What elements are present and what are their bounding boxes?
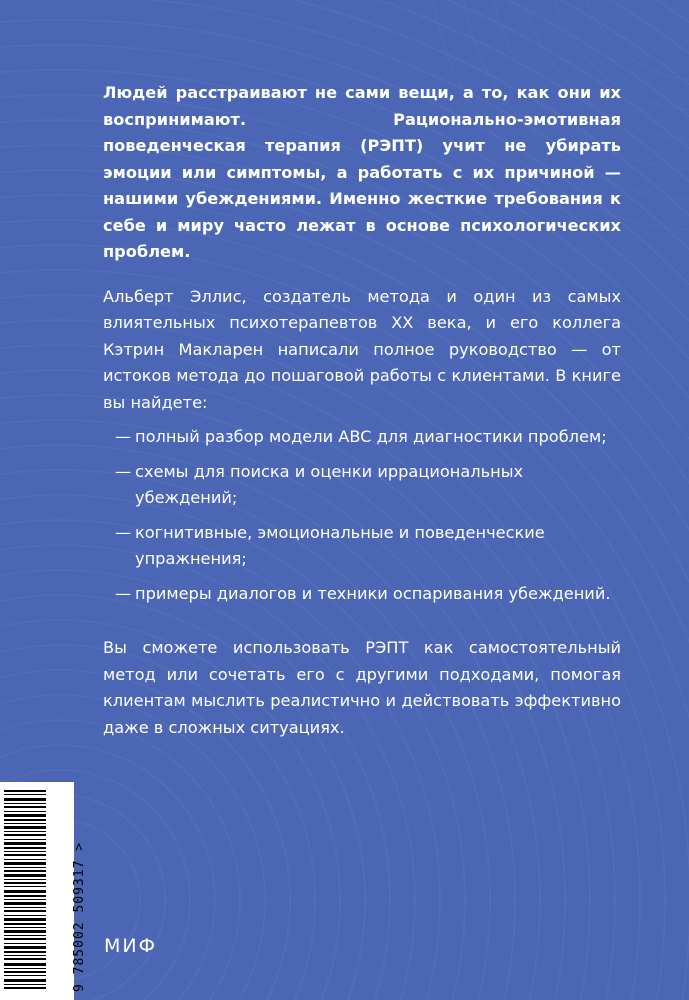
dash-bullet: — [115, 461, 132, 481]
description-paragraph: Альберт Эллис, создатель метода и один из самых влиятельных психотерапевтов XX века, и его коллега Кэтрин Макларен написали полное руководство — от истоков метода до пошаговой работы с клиентами. В книге вы найдете: [103, 286, 621, 412]
contents-list [103, 424, 621, 607]
barcode-bars [0, 782, 46, 1000]
list-item-text: примеры диалогов и техники оспаривания убеждений. [135, 583, 611, 603]
publisher-logo: МИФ [104, 935, 157, 957]
list-item [103, 459, 621, 512]
list-item [103, 581, 621, 608]
list-item-text: когнитивные, эмоциональные и поведенческие упражнения; [135, 522, 545, 568]
list-item-text: схемы для поиска и оценки иррациональных убеждений; [135, 461, 524, 507]
isbn-number: 9 785002 509317 > [72, 841, 87, 992]
dash-bullet: — [115, 583, 132, 603]
list-item [103, 424, 621, 451]
lead-paragraph: Людей расстраивают не сами вещи, а то, как они их воспринимают. Рационально-эмотивная поведенческая терапия (РЭПТ) учит не убирать эмоции или симптомы, а работать с их причиной — нашими убеждениями. Именно жесткие требования к себе и миру часто лежат в основе психологических проблем. [103, 83, 621, 261]
closing-paragraph: Вы сможете использовать РЭПТ как самостоятельный метод или сочетать его с другими подходами, помогая клиентам мыслить реалистично и действовать эффективно даже в сложных ситуациях. [103, 638, 621, 737]
back-cover-text [103, 80, 621, 741]
dash-bullet: — [115, 427, 132, 446]
list-item [103, 520, 621, 573]
dash-bullet: — [115, 522, 132, 542]
list-item-text: полный разбор модели ABC для диагностики проблем; [135, 427, 607, 446]
isbn-barcode [0, 782, 87, 1000]
